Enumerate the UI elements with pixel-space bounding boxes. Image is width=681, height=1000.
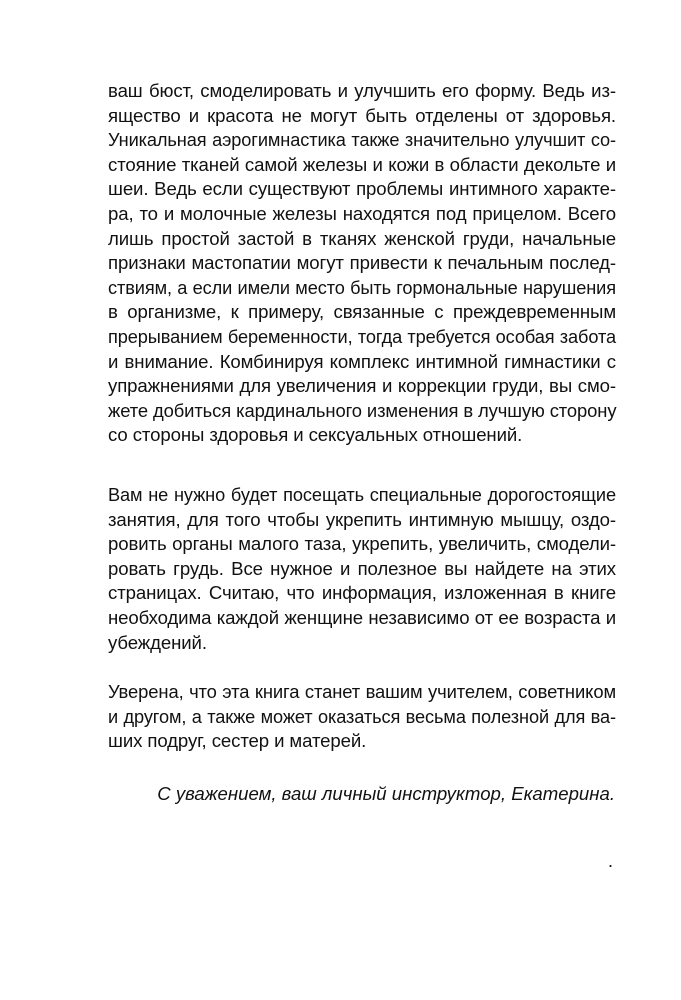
- text-line: убеждений.: [108, 631, 207, 653]
- text-line: стояние тканей самой железы и кожи в области декольте и: [108, 153, 616, 175]
- text-line: ровить органы малого таза, укрепить, увеличить, смодели-: [108, 533, 616, 555]
- text-line: признаки мастопатии могут привести к печальным послед-: [108, 252, 616, 274]
- text-line: необходима каждой женщине независимо от ее возраста и: [108, 606, 616, 628]
- text-line: шеи. Ведь если существуют проблемы интимного характе-: [108, 178, 616, 200]
- text-line: ствиям, а если имели место быть гормональные нарушения: [108, 277, 616, 298]
- text-line: прерыванием беременности, тогда требуется особая забота: [108, 326, 616, 347]
- text-line: ших подруг, сестер и матерей.: [108, 730, 367, 752]
- text-line: ра, то и молочные железы находятся под прицелом. Всего: [108, 202, 616, 224]
- author-signature: С уважением, ваш личный инструктор, Екатерина.: [157, 783, 615, 804]
- text-line: Вам не нужно будет посещать специальные дорогостоящие: [108, 485, 616, 505]
- text-line: занятия, для того чтобы укрепить интимную мышцу, оздо-: [108, 508, 616, 530]
- text-line: и другом, а также может оказаться весьма полезной для ва-: [108, 706, 616, 727]
- text-line: Уверена, что эта книга станет вашим учителем, советником: [108, 681, 616, 702]
- text-line: жете добиться кардинального изменения в лучшую сторону: [108, 399, 617, 421]
- text-line: лишь простой застой в тканях женской груди, начальные: [108, 227, 616, 249]
- text-line: ваш бюст, смоделировать и улучшить его форму. Ведь из-: [108, 80, 616, 101]
- text-line: страницах. Считаю, что информация, изложенная в книге: [108, 582, 616, 604]
- text-line: упражнениями для увеличения и коррекции груди, вы смо-: [108, 375, 616, 397]
- text-line: в организме, к примеру, связанные с преждевременным: [108, 301, 616, 323]
- text-line: ящество и красота не могут быть отделены от здоровья.: [108, 104, 616, 126]
- text-line: ровать грудь. Все нужное и полезное вы найдете на этих: [108, 557, 616, 579]
- text-line: со стороны здоровья и сексуальных отношений.: [108, 424, 523, 446]
- paragraph-2: [108, 483, 616, 655]
- trailing-mark: .: [608, 851, 614, 871]
- text-line: и внимание. Комбинируя комплекс интимной гимнастики с: [108, 350, 616, 372]
- text-line: Уникальная аэрогимнастика также значительно улучшит со-: [108, 130, 616, 151]
- paragraph-3: [108, 680, 616, 754]
- paragraph-1: [108, 79, 616, 448]
